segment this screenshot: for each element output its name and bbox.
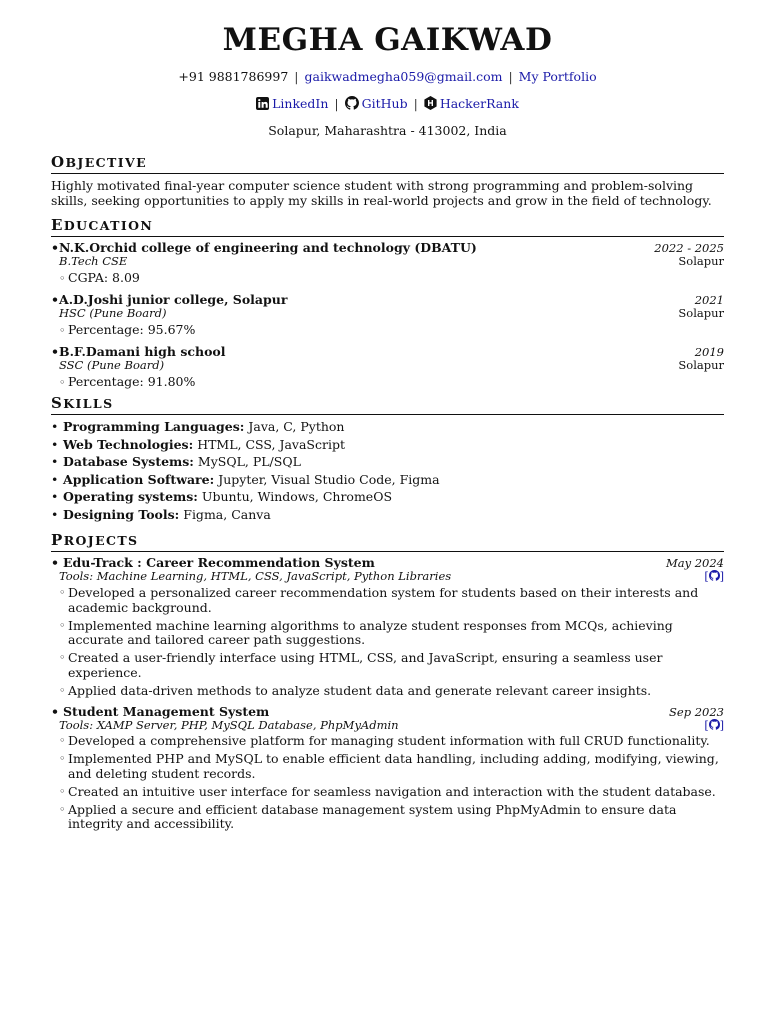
institution-name: B.F.Damani high school: [59, 344, 226, 359]
project-item: • Edu-Track : Career Recommendation System May 2024 Tools: Machine Learning, HTML, CSS, JavaScript, Python Libraries [ ] ◦ Developed a personalized career recommendation system for students based on their interests and academic background. ◦ Implemented machine learning algorithms to analyze student responses from MCQs, achieving accurate and tailored career path suggestions. ◦ Created a user-friendly interface using HTML, CSS, and JavaScript, ensuring a seamless user experience. ◦ Applied data-driven methods to analyze student data and generate relevant career insights.: [51, 555, 724, 698]
degree: SSC (Pune Board): [59, 358, 165, 372]
portfolio-link[interactable]: My Portfolio: [518, 69, 597, 84]
location: Solapur, Maharashtra - 413002, India: [268, 123, 507, 138]
skill-label: Application Software:: [63, 471, 215, 487]
hackerrank-icon: [424, 96, 437, 114]
institution-name: A.D.Joshi junior college, Solapur: [59, 292, 288, 307]
project-bullets: [51, 586, 724, 698]
project-item: • Student Management System Sep 2023 Tools: XAMP Server, PHP, MySQL Database, PhpMyAdmin [ ] ◦ Developed a comprehensive platform for managing student information with full CRUD functionality. ◦ Implemented PHP and MySQL to enable efficient data handling, including adding, modifying, viewing, and deleting student records. ◦ Created an intuitive user interface for seamless navigation and interaction with the student database. ◦ Applied a secure and efficient database management system using PhpMyAdmin to ensure data integrity and accessibility.: [51, 704, 724, 832]
project-bullet: ◦ Developed a personalized career recommendation system for students based on their interests and academic background.: [59, 586, 724, 615]
skill-value: MySQL, PL/SQL: [197, 454, 301, 469]
project-title: Student Management System: [63, 704, 270, 719]
project-bullets: [51, 734, 724, 832]
project-bullet: ◦ Applied data-driven methods to analyze student data and generate relevant career insights.: [59, 684, 724, 699]
heading-rest: ROJECTS: [63, 533, 139, 548]
project-bullet: ◦ Created an intuitive user interface for seamless navigation and interaction with the student database.: [59, 785, 724, 800]
skill-item: [51, 418, 724, 436]
degree: B.Tech CSE: [59, 254, 128, 268]
heading-initial: E: [51, 216, 64, 234]
github-icon: [709, 719, 720, 730]
education-dates: 2022 - 2025: [654, 241, 724, 255]
heading-rest: KILLS: [63, 396, 114, 411]
contact-line-2: [51, 96, 724, 112]
education-list: [51, 240, 724, 392]
objective-text: Highly motivated final-year computer science student with strong programming and problem-solving skills, seeking opportunities to apply my skills in real-world projects and grow in the field of technology.: [51, 178, 712, 208]
degree: HSC (Pune Board): [59, 306, 167, 320]
skill-value: HTML, CSS, JavaScript: [197, 436, 345, 452]
project-bullet: ◦ Created a user-friendly interface using HTML, CSS, and JavaScript, ensuring a seamless user experience.: [59, 651, 724, 680]
project-bullet: ◦ Implemented PHP and MySQL to enable efficient data handling, including adding, modifying, viewing, and deleting student records.: [59, 752, 724, 781]
github-icon: [709, 570, 720, 581]
objective-heading: [51, 153, 724, 174]
education-location: Solapur: [678, 358, 724, 372]
skills-list: [51, 418, 724, 523]
skill-value: Jupyter, Visual Studio Code, Figma: [218, 471, 440, 487]
github-icon: [345, 96, 359, 114]
phone-number: +91 9881786997: [178, 69, 289, 84]
skill-label: Programming Languages:: [63, 419, 245, 434]
separator: |: [413, 96, 418, 111]
project-bullet: ◦ Developed a comprehensive platform for managing student information with full CRUD functionality.: [59, 734, 724, 749]
separator: |: [334, 96, 339, 111]
linkedin-icon: [256, 97, 269, 114]
candidate-name: MEGHA GAIKWAD: [222, 22, 553, 58]
skill-value: Figma, Canva: [183, 506, 271, 522]
skill-value: Java, C, Python: [248, 419, 345, 434]
separator: |: [294, 69, 299, 84]
skill-label: Operating systems:: [63, 489, 198, 504]
skill-item: [51, 488, 724, 506]
skill-label: Database Systems:: [63, 454, 194, 469]
project-github-link[interactable]: [ ]: [704, 719, 724, 732]
education-heading: [51, 216, 724, 237]
separator: |: [508, 69, 513, 84]
project-tools: Tools: XAMP Server, PHP, MySQL Database, PhpMyAdmin: [59, 718, 399, 732]
education-dates: 2019: [694, 345, 724, 359]
project-tools: Tools: Machine Learning, HTML, CSS, JavaScript, Python Libraries: [59, 569, 452, 583]
project-github-link[interactable]: [ ]: [704, 570, 724, 583]
skill-item: [51, 471, 724, 489]
education-item: •B.F.Damani high school 2019 SSC (Pune Board) Solapur ◦ Percentage: 91.80%: [51, 344, 724, 389]
education-detail: Percentage: 91.80%: [68, 374, 196, 389]
education-dates: 2021: [694, 293, 724, 307]
project-bullet: ◦ Implemented machine learning algorithms to analyze student responses from MCQs, achieving accurate and tailored career path suggestions.: [59, 619, 724, 648]
skill-item: [51, 436, 724, 454]
hackerrank-link[interactable]: HackerRank: [439, 96, 519, 111]
institution-name: N.K.Orchid college of engineering and technology (DBATU): [59, 240, 477, 255]
project-bullet: ◦ Applied a secure and efficient database management system using PhpMyAdmin to ensure data integrity and accessibility.: [59, 803, 724, 832]
education-item: •A.D.Joshi junior college, Solapur 2021 HSC (Pune Board) Solapur ◦ Percentage: 95.67%: [51, 292, 724, 337]
project-date: May 2024: [665, 556, 724, 570]
skill-item: [51, 453, 724, 471]
project-date: Sep 2023: [669, 705, 724, 719]
education-location: Solapur: [678, 306, 724, 320]
heading-rest: DUCATION: [63, 218, 154, 233]
github-link[interactable]: GitHub: [361, 96, 408, 111]
email-link[interactable]: gaikwadmegha059@gmail.com: [304, 69, 503, 84]
skills-heading: [51, 394, 724, 415]
heading-initial: O: [51, 153, 66, 171]
project-title: Edu-Track : Career Recommendation System: [63, 555, 375, 570]
skill-value: Ubuntu, Windows, ChromeOS: [201, 489, 393, 504]
skill-item: [51, 506, 724, 524]
skill-label: Web Technologies:: [63, 436, 194, 452]
skill-label: Designing Tools:: [63, 506, 180, 522]
education-detail: CGPA: 8.09: [68, 270, 140, 285]
linkedin-link[interactable]: LinkedIn: [272, 96, 329, 111]
contact-line-1: [51, 69, 724, 85]
education-detail: Percentage: 95.67%: [68, 322, 196, 337]
education-location: Solapur: [678, 254, 724, 268]
education-item: •N.K.Orchid college of engineering and technology (DBATU) 2022 - 2025 B.Tech CSE Solapur ◦ CGPA: 8.09: [51, 240, 724, 285]
heading-initial: S: [51, 394, 64, 412]
projects-heading: [51, 531, 724, 552]
heading-initial: P: [51, 531, 64, 549]
heading-rest: BJECTIVE: [65, 155, 147, 170]
resume-page: [51, 0, 724, 835]
